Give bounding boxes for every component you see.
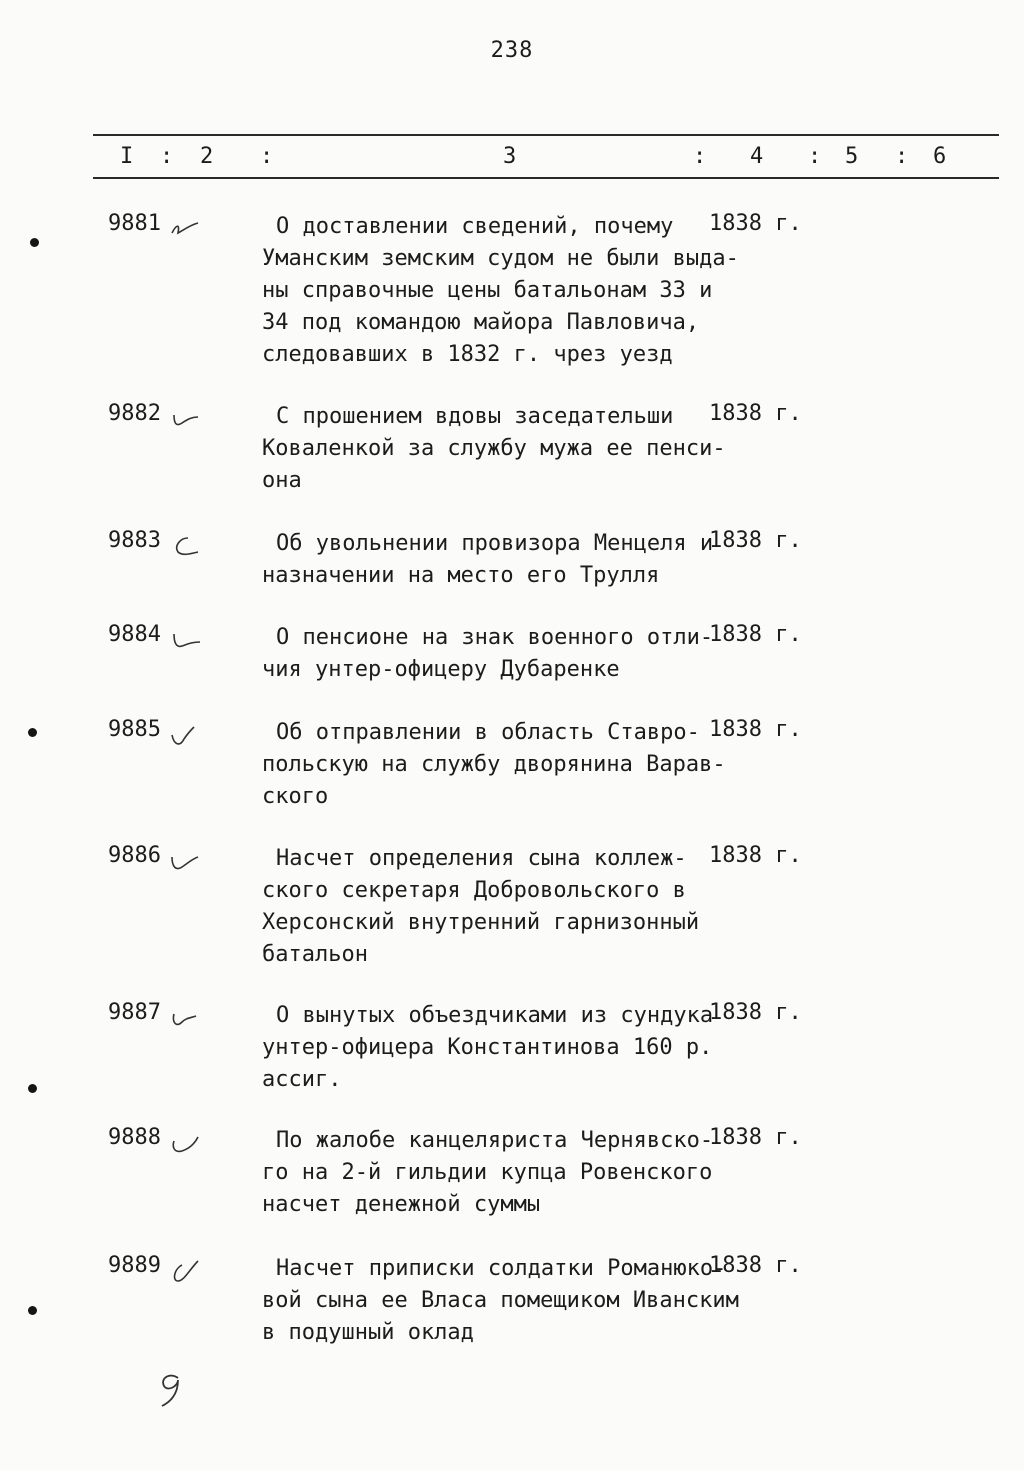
description-line: По жалобе канцеляриста Чернявско- bbox=[276, 1128, 714, 1153]
entry-number: 9883 bbox=[108, 528, 161, 553]
entry-description bbox=[262, 1000, 722, 1096]
header-bottom-rule bbox=[93, 177, 999, 179]
entry-year: 1838 г. bbox=[709, 1125, 802, 1150]
column-separator: : bbox=[895, 144, 909, 169]
entry-description bbox=[262, 1125, 722, 1221]
column-header-6: 6 bbox=[933, 144, 947, 169]
entry-description bbox=[262, 401, 726, 497]
description-line: батальон bbox=[262, 942, 368, 967]
binder-hole-dot bbox=[28, 728, 37, 737]
column-header-1: I bbox=[120, 144, 134, 169]
column-header-3: 3 bbox=[503, 144, 517, 169]
entry-description bbox=[262, 717, 726, 813]
entry-number: 9889 bbox=[108, 1253, 161, 1278]
checkmark-icon bbox=[168, 1253, 202, 1283]
checkmark-icon bbox=[168, 211, 202, 241]
entry-number: 9888 bbox=[108, 1125, 161, 1150]
column-header-5: 5 bbox=[845, 144, 859, 169]
description-line: О вынутых объездчиками из сундука bbox=[276, 1003, 714, 1028]
entry-year: 1838 г. bbox=[709, 211, 802, 236]
description-line: польскую на службу дворянина Варав- bbox=[262, 752, 726, 777]
binder-hole-dot bbox=[28, 1084, 37, 1093]
column-separator: : bbox=[808, 144, 822, 169]
description-line: Уманским земским судом не были выда- bbox=[262, 246, 739, 271]
entry-year: 1838 г. bbox=[709, 528, 802, 553]
header-top-rule bbox=[93, 134, 999, 136]
description-line: назначении на место его Трулля bbox=[262, 563, 660, 588]
column-separator: : bbox=[160, 144, 174, 169]
description-line: 34 под командою майора Павловича, bbox=[262, 310, 700, 335]
entry-year: 1838 г. bbox=[709, 622, 802, 647]
entry-description bbox=[262, 622, 722, 686]
entry-number: 9884 bbox=[108, 622, 161, 647]
entry-number: 9882 bbox=[108, 401, 161, 426]
description-line: Насчет определения сына коллеж- bbox=[276, 846, 687, 871]
column-separator: : bbox=[260, 144, 274, 169]
description-line: Коваленкой за службу мужа ее пенси- bbox=[262, 436, 726, 461]
description-line: О доставлении сведений, почему bbox=[276, 214, 674, 239]
description-line: чия унтер-офицеру Дубаренке bbox=[262, 657, 620, 682]
checkmark-icon bbox=[168, 1125, 202, 1155]
checkmark-icon bbox=[168, 1000, 202, 1030]
description-line: насчет денежной суммы bbox=[262, 1192, 541, 1217]
description-line: ского bbox=[262, 784, 329, 809]
page-number: 238 bbox=[490, 38, 534, 63]
description-line: Насчет приписки солдатки Романюко- bbox=[276, 1256, 727, 1281]
description-line: Херсонский внутренний гарнизонный bbox=[262, 910, 700, 935]
column-header-4: 4 bbox=[750, 144, 764, 169]
description-line: следовавших в 1832 г. чрез уезд bbox=[262, 342, 673, 367]
description-line: Об увольнении провизора Менцеля и bbox=[276, 531, 714, 556]
entry-description bbox=[262, 528, 722, 592]
description-line: С прошением вдовы заседательши bbox=[276, 404, 674, 429]
entry-number: 9886 bbox=[108, 843, 161, 868]
description-line: вой сына ее Власа помещиком Иванским bbox=[262, 1288, 739, 1313]
entry-year: 1838 г. bbox=[709, 717, 802, 742]
handwritten-mark-icon bbox=[152, 1368, 192, 1412]
entry-year: 1838 г. bbox=[709, 1253, 802, 1278]
binder-hole-dot bbox=[28, 1306, 37, 1315]
description-line: она bbox=[262, 468, 302, 493]
entry-year: 1838 г. bbox=[709, 843, 802, 868]
column-separator: : bbox=[693, 144, 707, 169]
description-line: Об отправлении в область Ставро- bbox=[276, 720, 700, 745]
description-line: в подушный оклад bbox=[262, 1320, 474, 1345]
entry-description bbox=[262, 211, 739, 371]
entry-description bbox=[262, 843, 722, 971]
description-line: ны справочные цены батальонам 33 и bbox=[262, 278, 713, 303]
entry-description bbox=[262, 1253, 739, 1349]
entry-year: 1838 г. bbox=[709, 401, 802, 426]
checkmark-icon bbox=[168, 717, 202, 747]
description-line: ассиг. bbox=[262, 1067, 342, 1092]
description-line: О пенсионе на знак военного отли- bbox=[276, 625, 714, 650]
entry-year: 1838 г. bbox=[709, 1000, 802, 1025]
entry-number: 9881 bbox=[108, 211, 161, 236]
column-header-2: 2 bbox=[200, 144, 214, 169]
entry-number: 9885 bbox=[108, 717, 161, 742]
checkmark-icon bbox=[168, 622, 202, 652]
checkmark-icon bbox=[168, 528, 202, 558]
entry-number: 9887 bbox=[108, 1000, 161, 1025]
description-line: ского секретаря Добровольского в bbox=[262, 878, 686, 903]
binder-hole-dot bbox=[30, 238, 39, 247]
checkmark-icon bbox=[168, 401, 202, 431]
description-line: го на 2-й гильдии купца Ровенского bbox=[262, 1160, 713, 1185]
checkmark-icon bbox=[168, 843, 202, 873]
description-line: унтер-офицера Константинова 160 р. bbox=[262, 1035, 713, 1060]
